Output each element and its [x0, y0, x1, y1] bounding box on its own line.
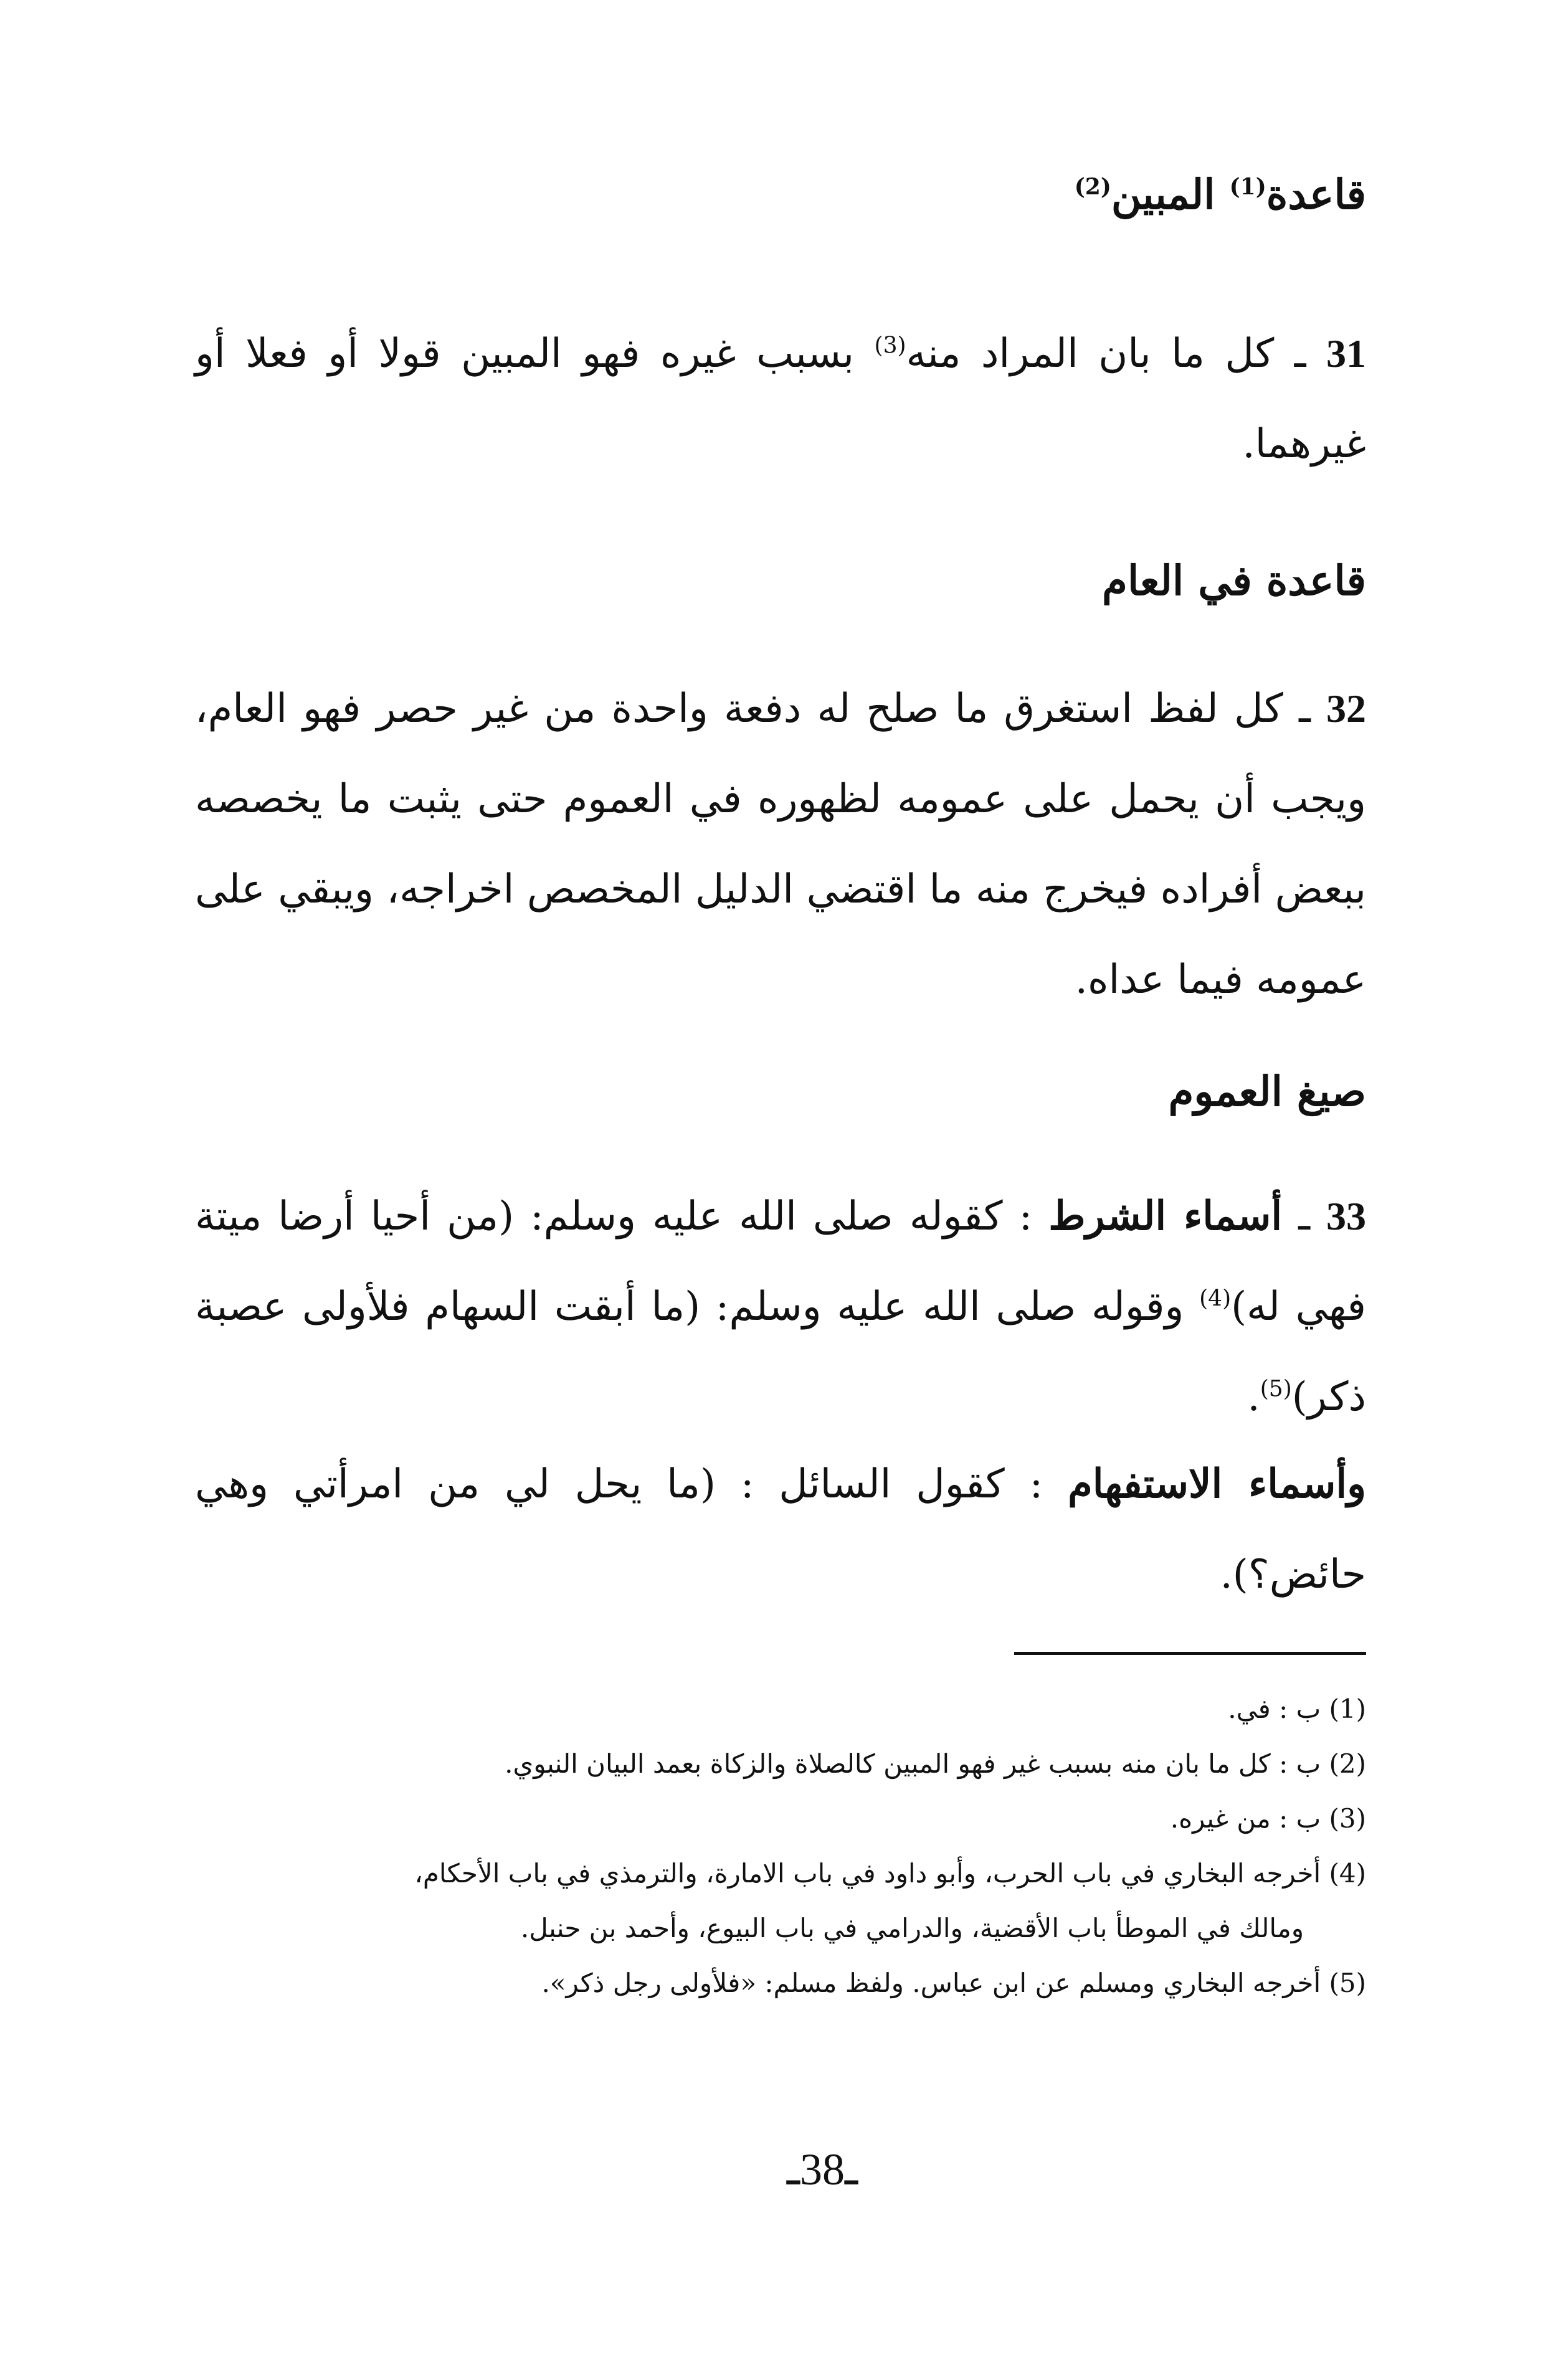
footnote-separator	[1014, 1652, 1366, 1655]
paragraph-text: .	[1247, 1374, 1260, 1420]
footnote-number: (2)	[1329, 1748, 1366, 1779]
paragraph-34	[195, 1439, 1366, 1620]
paragraph-text: بسبب غيره فهو المبين قولا أو فعلا أو غيرهما.	[195, 331, 1366, 467]
heading-word-qaida: قاعدة	[1266, 170, 1366, 219]
paragraph-31	[195, 308, 1366, 490]
heading-word-mubin: المبين	[1111, 170, 1215, 219]
paragraph-text: كل لفظ استغرق ما صلح له دفعة واحدة من غير حصر فهو العام، ويجب أن يحمل على عمومه لظهوره في العموم حتى يثبت ما يخصصه ببعض أفراده فيخرج منه ما اقتضي الدليل المخصص اخراجه، ويبقي على عمومه فيما عداه.	[195, 686, 1367, 1003]
footnote-4	[195, 1846, 1366, 1901]
paragraph-text: : كقوله صلى الله عليه وسلم: (من أحيا أرضا ميتة فهي له)	[195, 1193, 1367, 1330]
footnote-1	[195, 1682, 1366, 1737]
footnote-text: أخرجه البخاري ومسلم عن ابن عباس. ولفظ مسلم: «فلأولى رجل ذكر».	[541, 1968, 1321, 1998]
footnote-ref-4: (4)	[1199, 1286, 1232, 1312]
paragraph-text: : كقول السائل : (ما يحل لي من امرأتي وهي حائض؟).	[195, 1461, 1366, 1598]
footnote-2	[195, 1737, 1366, 1791]
paragraph-number: 31	[1326, 331, 1366, 376]
footnote-number: (5)	[1329, 1968, 1366, 1998]
footnote-text: ب : في.	[1228, 1694, 1321, 1724]
paragraph-dash: ـ	[1283, 686, 1327, 732]
heading-qaida-aam: قاعدة في العام	[1101, 556, 1366, 605]
footnote-ref-3: (3)	[874, 333, 906, 359]
footnote-ref-5: (5)	[1260, 1376, 1292, 1402]
footnote-number: (3)	[1329, 1803, 1366, 1834]
heading-qaida-mubin	[195, 168, 1366, 222]
term-asma-shart: أسماء الشرط	[1048, 1193, 1283, 1240]
paragraph-32	[195, 663, 1366, 1025]
paragraph-text: كل ما بان المراد منه	[906, 331, 1275, 377]
footnote-text: أخرجه البخاري في باب الحرب، وأبو داود في باب الامارة، والترمذي في باب الأحكام،	[414, 1858, 1321, 1889]
footnote-4-continuation: ومالك في الموطأ باب الأقضية، والدرامي في باب البيوع، وأحمد بن حنبل.	[520, 1913, 1304, 1943]
page-number: ـ38ـ	[786, 2145, 858, 2194]
footnotes	[195, 1682, 1366, 2011]
paragraph-text: وقوله صلى الله عليه وسلم: (ما أبقت السهام فلأولى عصبة ذكر)	[195, 1284, 1366, 1420]
paragraph-33	[195, 1171, 1366, 1443]
footnote-3	[195, 1791, 1366, 1846]
footnote-number: (1)	[1329, 1694, 1366, 1724]
footnote-ref-1: (1)	[1229, 174, 1266, 200]
footnote-5	[195, 1956, 1366, 2011]
paragraph-number: 32	[1326, 686, 1367, 731]
term-asma-istifham: وأسماء الاستفهام	[1068, 1461, 1367, 1507]
paragraph-dash: ـ	[1282, 1193, 1327, 1240]
footnote-number: (4)	[1329, 1858, 1366, 1889]
footnote-text: ب : من غيره.	[1170, 1803, 1321, 1834]
heading-siyagh-umum: صيغ العموم	[1168, 1067, 1366, 1116]
paragraph-dash: ـ	[1274, 331, 1326, 377]
footnote-ref-2: (2)	[1074, 174, 1111, 200]
footnote-text: ب : كل ما بان منه بسبب غير فهو المبين كالصلاة والزكاة بعمد البيان النبوي.	[505, 1748, 1321, 1779]
paragraph-number: 33	[1326, 1194, 1367, 1238]
